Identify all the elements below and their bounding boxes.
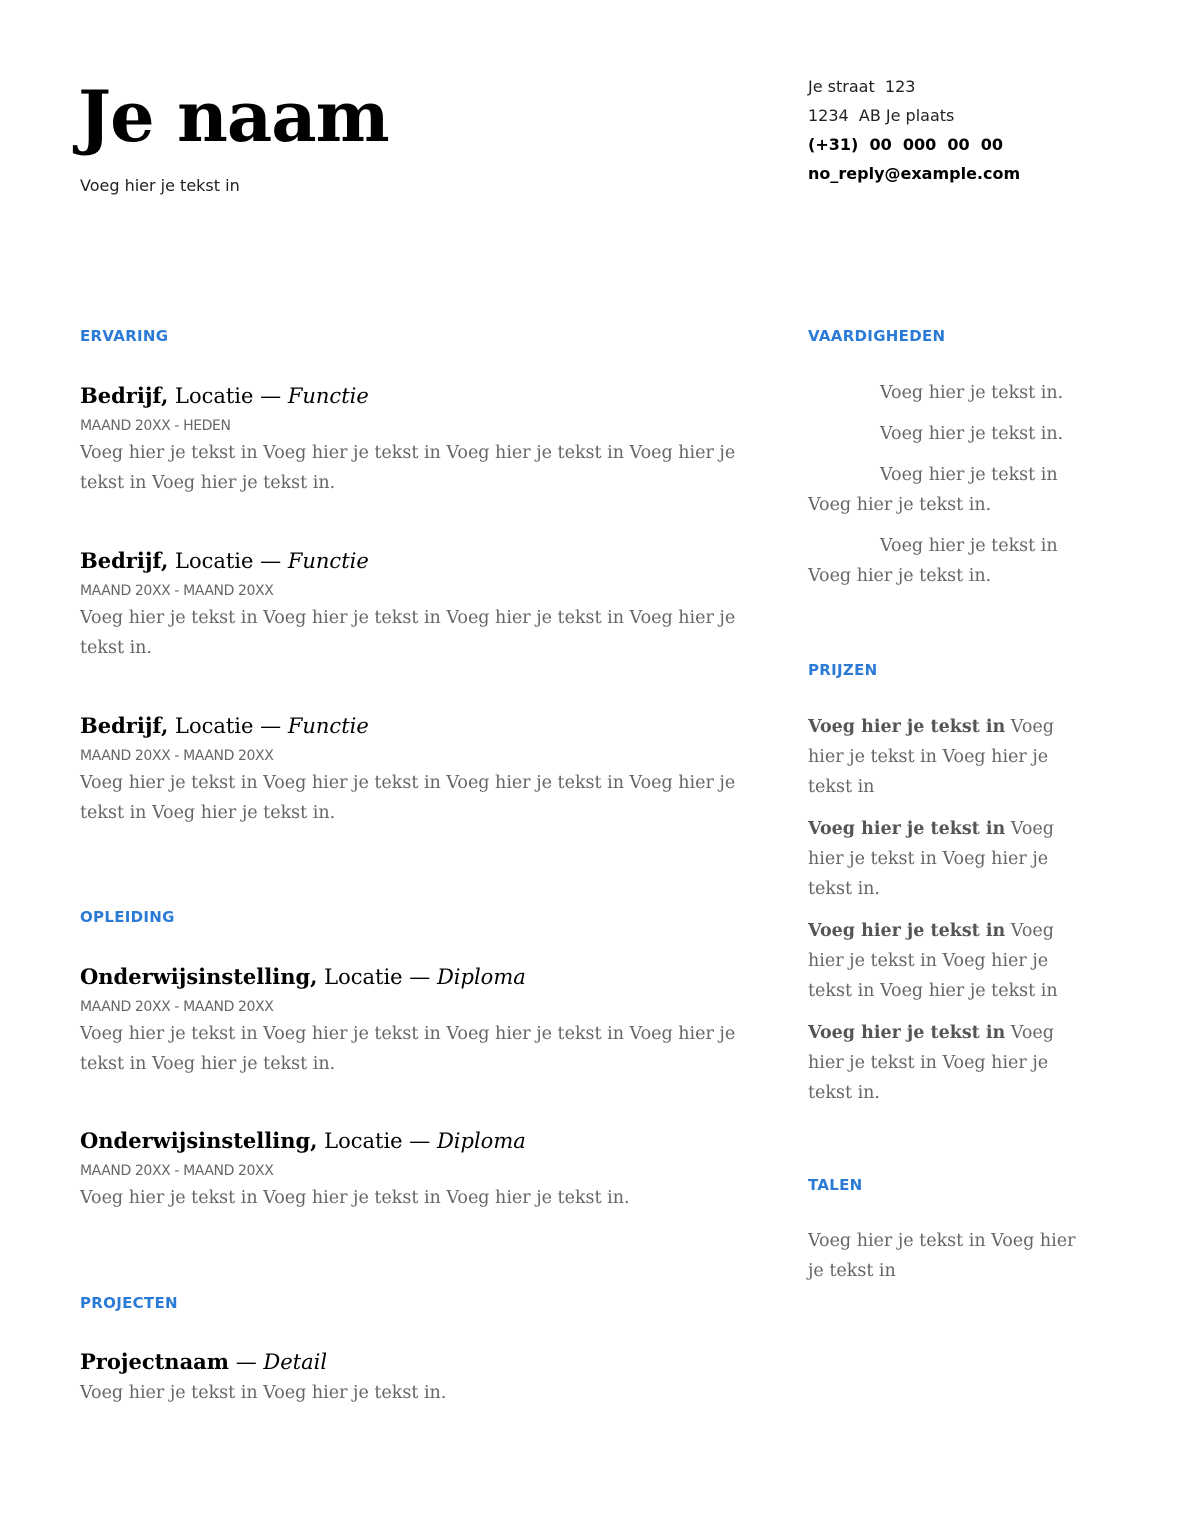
award-item [808, 916, 1070, 1006]
skill-item: Voeg hier je tekst in Voeg hier je tekst in. [808, 536, 1058, 586]
resume-tagline: Voeg hier je tekst in [80, 176, 240, 195]
entry-description: Voeg hier je tekst in Voeg hier je tekst in Voeg hier je tekst in Voeg hier je tekst in. [80, 608, 736, 658]
award-description: Voeg hier je tekst in Voeg hier je tekst in. [808, 1023, 1054, 1103]
entry-title [80, 382, 740, 410]
experience-entry [80, 547, 740, 663]
entry-organization: Projectnaam [80, 1349, 230, 1374]
experience-entry [80, 382, 740, 498]
entry-organization: Onderwijsinstelling, [80, 1128, 318, 1153]
entry-location: — [229, 1350, 264, 1374]
contact-block [808, 72, 1020, 188]
education-entry [80, 963, 740, 1079]
entry-date: MAAND 20XX - MAAND 20XX [80, 1163, 274, 1179]
award-description: Voeg hier je tekst in Voeg hier je tekst in. [808, 819, 1054, 899]
award-title: Voeg hier je tekst in [808, 921, 1006, 941]
entry-description: Voeg hier je tekst in Voeg hier je tekst in Voeg hier je tekst in. [80, 1188, 630, 1208]
resume-name: Je naam [78, 75, 389, 158]
education-entry [80, 1127, 740, 1213]
entry-date: MAAND 20XX - MAAND 20XX [80, 748, 274, 764]
entry-role: Diploma [436, 1129, 526, 1153]
award-item [808, 712, 1070, 802]
award-description: Voeg hier je tekst in Voeg hier je tekst in Voeg hier je tekst in [808, 921, 1058, 1001]
entry-location: Locatie — [168, 714, 288, 738]
section-title-awards: PRIJZEN [808, 661, 878, 679]
awards-list [808, 712, 1088, 1120]
skill-item: Voeg hier je tekst in. [880, 424, 1064, 444]
entry-date: MAAND 20XX - HEDEN [80, 418, 231, 434]
project-entry [80, 1348, 740, 1408]
entry-title [80, 1127, 740, 1155]
entry-description: Voeg hier je tekst in Voeg hier je tekst in Voeg hier je tekst in Voeg hier je tekst in Voeg hier je tekst in. [80, 1024, 736, 1074]
section-title-education: OPLEIDING [80, 908, 175, 926]
skill-item: Voeg hier je tekst in Voeg hier je tekst in. [808, 465, 1058, 515]
contact-street: Je straat 123 [808, 77, 916, 96]
section-title-projects: PROJECTEN [80, 1294, 178, 1312]
award-title: Voeg hier je tekst in [808, 717, 1006, 737]
entry-date: MAAND 20XX - MAAND 20XX [80, 583, 274, 599]
entry-location: Locatie — [168, 384, 288, 408]
entry-location: Locatie — [317, 1129, 437, 1153]
award-title: Voeg hier je tekst in [808, 819, 1006, 839]
entry-role: Detail [263, 1350, 328, 1374]
section-title-languages: TALEN [808, 1176, 863, 1194]
entry-role: Functie [287, 549, 369, 573]
award-item [808, 814, 1070, 904]
entry-organization: Bedrijf, [80, 548, 169, 573]
award-description: Voeg hier je tekst in Voeg hier je tekst in [808, 717, 1054, 797]
entry-role: Diploma [436, 965, 526, 989]
entry-role: Functie [287, 714, 369, 738]
entry-organization: Bedrijf, [80, 713, 169, 738]
entry-date: MAAND 20XX - MAAND 20XX [80, 999, 274, 1015]
award-title: Voeg hier je tekst in [808, 1023, 1006, 1043]
languages-block [808, 1226, 1088, 1286]
entry-role: Functie [287, 384, 369, 408]
entry-title [80, 963, 740, 991]
entry-organization: Bedrijf, [80, 383, 169, 408]
experience-entry [80, 712, 740, 828]
entry-location: Locatie — [168, 549, 288, 573]
entry-title [80, 547, 740, 575]
entry-title [80, 712, 740, 740]
section-title-skills: VAARDIGHEDEN [808, 327, 946, 345]
skills-list [808, 378, 1070, 602]
section-title-experience: ERVARING [80, 327, 169, 345]
award-item [808, 1018, 1070, 1108]
entry-location: Locatie — [317, 965, 437, 989]
languages-text: Voeg hier je tekst in Voeg hier je tekst in [808, 1231, 1076, 1281]
skill-item: Voeg hier je tekst in. [880, 383, 1064, 403]
entry-description: Voeg hier je tekst in Voeg hier je tekst in Voeg hier je tekst in Voeg hier je tekst in Voeg hier je tekst in. [80, 443, 736, 493]
entry-description: Voeg hier je tekst in Voeg hier je tekst in Voeg hier je tekst in Voeg hier je tekst in Voeg hier je tekst in. [80, 773, 736, 823]
contact-phone: (+31) 00 000 00 00 [808, 135, 1004, 154]
contact-city: 1234 AB Je plaats [808, 106, 955, 125]
entry-title [80, 1348, 740, 1376]
entry-description: Voeg hier je tekst in Voeg hier je tekst in. [80, 1383, 447, 1403]
contact-email: no_reply@example.com [808, 164, 1021, 183]
entry-organization: Onderwijsinstelling, [80, 964, 318, 989]
